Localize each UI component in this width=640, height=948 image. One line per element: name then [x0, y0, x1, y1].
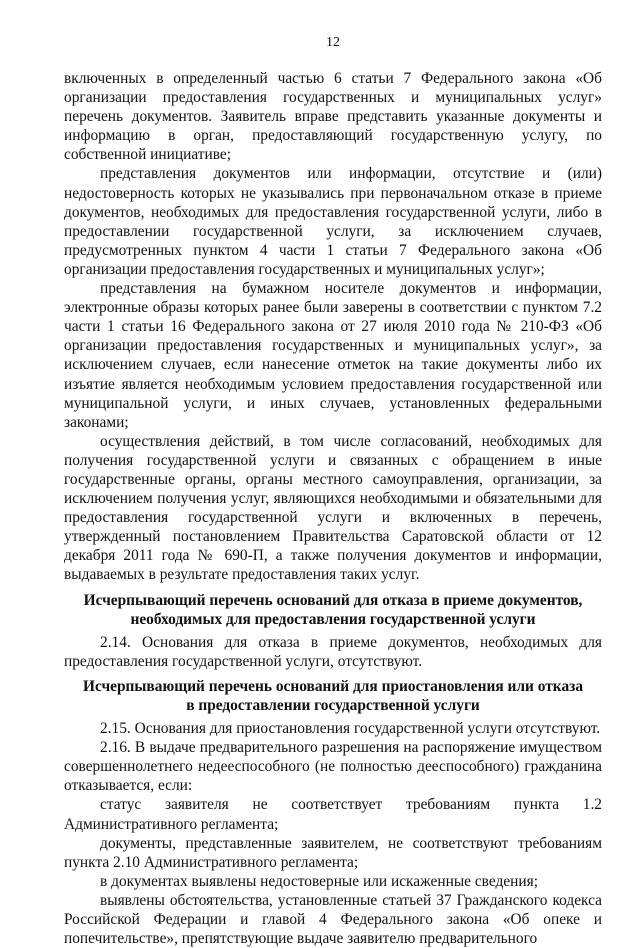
heading-line: Исчерпывающий перечень оснований для отказа в приеме документов, — [83, 591, 583, 609]
paragraph-2-14: 2.14. Основания для отказа в приеме документов, необходимых для предоставления государственной услуги, отсутствуют. — [64, 633, 602, 670]
heading-line: необходимых для предоставления государственной услуги — [130, 610, 536, 628]
heading-line: в предоставлении государственной услуги — [186, 697, 480, 714]
list-item-documents-mismatch: документы, представленные заявителем, не соответствуют требованиям пункта 2.10 Административного регламента; — [64, 834, 602, 871]
list-item-applicant-status: статус заявителя не соответствует требованиям пункта 1.2 Административного регламента; — [64, 796, 602, 833]
paragraph-2-15: 2.15. Основания для приостановления государственной услуги отсутствуют. — [100, 720, 601, 738]
paragraph-2-16: 2.16. В выдаче предварительного разрешения на распоряжение имуществом совершеннолетнего недееспособного (не полностью дееспособного) гражданина отказывается, если: — [64, 739, 602, 795]
list-item-false-information: в документах выявлены недостоверные или искаженные сведения; — [100, 872, 538, 890]
paragraph-actions-approvals: осуществления действий, в том числе согласований, необходимых для получения государственной услуги и связанных с обращением в иные государственные органы, органы местного самоуправления, организации, за исключением получения услуг, являющихся необходимыми и обязательными для предоставления государственной услуги и включенных в перечень, утвержденный постановлением Правительства Саратовской области от 12 декабря 2011 года № 690-П, а также получения документов и информации, выдаваемых в результате предоставления таких услуг. — [64, 432, 602, 584]
paragraph-paper-documents: представления на бумажном носителе документов и информации, электронные образы которых ранее были заверены в соответствии с пунктом 7.2 части 1 статьи 16 Федерального закона от 27 июля 2010 года № 210-ФЗ «Об организации предоставления государственных и муниципальных услуг», за исключением случаев, если нанесение отметок на такие документы либо их изъятие является необходимым условием предоставления государственной или муниципальной услуги, и иных случаев, установленных федеральными законами; — [64, 280, 602, 431]
paragraph-continuation: включенных в определенный частью 6 статьи 7 Федерального закона «Об организации предоставления государственных и муниципальных услуг» перечень документов. Заявитель вправе представить указанные документы и информацию в орган, предоставляющий государственную услугу, по собственной инициативе; — [64, 70, 602, 164]
section-heading-refusal-acceptance — [64, 591, 602, 629]
section-heading-suspension-refusal — [64, 677, 602, 715]
list-item-circumstances: выявлены обстоятельства, установленные статьей 37 Гражданского кодекса Российской Федерации и главой 4 Федерального закона «Об опеке и попечительстве», препятствующие выдаче заявителю предварительного — [64, 891, 602, 948]
paragraph-documents-not-indicated: представления документов или информации, отсутствие и (или) недостоверность которых не указывались при первоначальном отказе в приеме документов, необходимых для предоставления государственной услуги, либо в предоставлении государственной услуги, за исключением случаев, предусмотренных пунктом 4 части 1 статьи 7 Федерального закона «Об организации предоставления государственных и муниципальных услуг»; — [64, 165, 602, 278]
heading-line: Исчерпывающий перечень оснований для приостановления или отказа — [82, 677, 584, 695]
page-number: 12 — [326, 35, 340, 50]
